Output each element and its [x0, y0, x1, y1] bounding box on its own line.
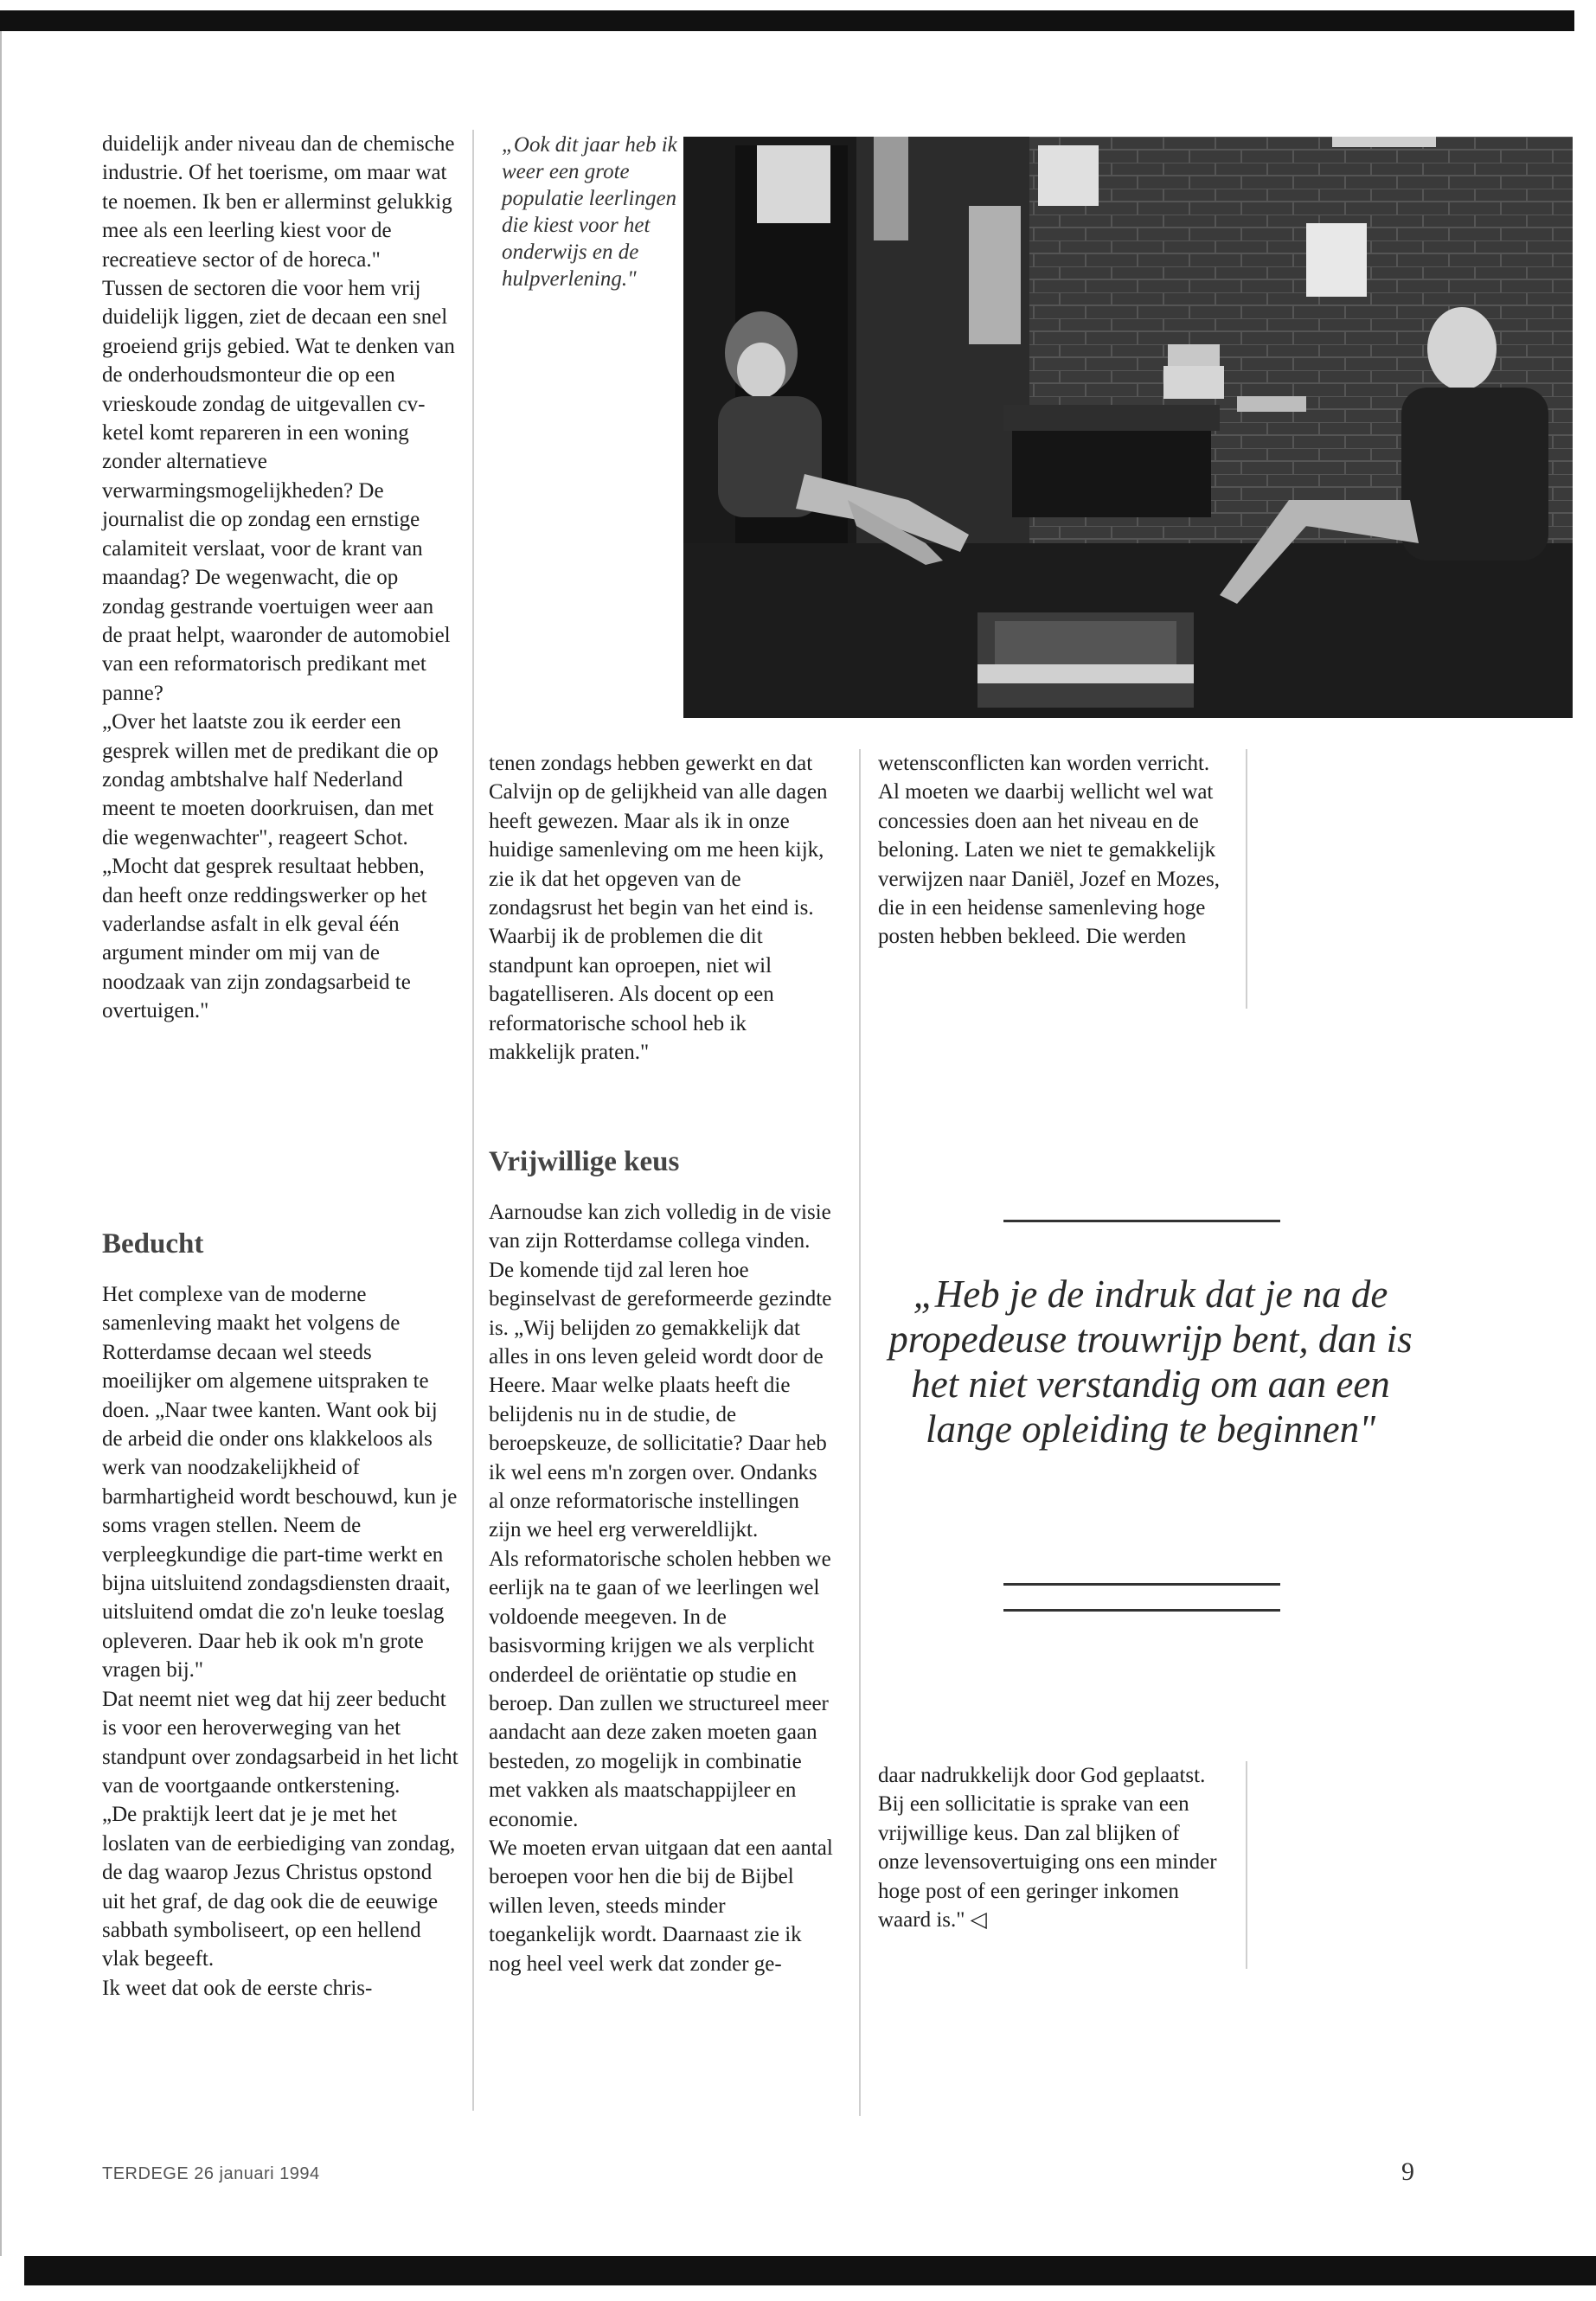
col1-paragraph: Het complexe van de moderne samenleving maakt het volgens de Rotterdamse decaan wel steeds moeilijker om algemene uitspraken te doen. „Naar twee kanten. Want ook bij de arbeid die onder ons klakkeloos als werk van noodzakelijkheid of barmhartigheid wordt beschouwd, kun je soms vragen stellen. Neem de verpleegkundige die part-time werkt en bijna uitsluitend zondagsdiensten draait, uitsluitend omdat die zo'n leuke toeslag opleveren. Daar heb ik ook m'n grote vragen bij." [102, 1283, 458, 1682]
col2-paragraph: Als reformatorische scholen hebben we eerlijk na te gaan of we leerlingen wel voldoende meegeven. In de basisvorming krijgen we als verplicht onderdeel de oriëntatie op studie en beroep. Dan zullen we structureel meer aandacht aan deze zaken moeten gaan besteden, zo mogelijk in combinatie met vakken als maatschappijleer en economie. [489, 1547, 831, 1831]
bottom-black-bar [24, 2256, 1596, 2285]
article-photo [683, 137, 1573, 718]
pullquote-rule [1003, 1583, 1280, 1586]
col3-paragraph: daar nadrukkelijk door God geplaatst. Bij een sollicitatie is sprake van een vrijwillige keus. Dan zal blijken of onze levensovertuiging ons een minder hoge post of een geringer inkomen waard is." ◁ [878, 1764, 1217, 1932]
heading-beducht: Beducht [102, 1228, 204, 1259]
col1-paragraph: Ik weet dat ook de eerste chris- [102, 1976, 373, 2000]
column-rule [859, 749, 861, 2116]
column-3-bottom [878, 1761, 1222, 1934]
footer-publication: TERDEGE 26 januari 1994 [102, 2164, 320, 2183]
column-2-continued [489, 1198, 833, 1978]
pullquote-rule [1003, 1609, 1280, 1612]
pullquote-rule [1003, 1220, 1280, 1222]
col3-paragraph: wetensconflicten kan worden verricht. Al moeten we daarbij wellicht wel wat concessies doen aan het niveau en de beloning. Laten we niet te gemakkelijk verwijzen naar Daniël, Jozef en Mozes, die in een heidense samenleving hoge posten hebben bekleed. Die werden [878, 752, 1220, 949]
column-1-continued [102, 1280, 458, 2003]
top-black-bar [0, 10, 1574, 31]
photo-illustration [683, 137, 1573, 718]
column-1 [102, 130, 458, 1026]
page-number: 9 [1401, 2157, 1414, 2186]
heading-vrijwillige-keus: Vrijwillige keus [489, 1146, 680, 1177]
column-2 [489, 749, 833, 1067]
column-rule [1246, 749, 1247, 1009]
col2-paragraph: We moeten ervan uitgaan dat een aantal beroepen voor hen die bij de Bijbel willen leven, steeds minder toegankelijk wordt. Daarnaast zie ik nog heel veel werk dat zonder ge- [489, 1836, 833, 1976]
col1-paragraph: Tussen de sectoren die voor hem vrij duidelijk liggen, ziet de decaan een snel groeiend grijs gebied. Wat te denken van de onderhoudsmonteur die op een vrieskoude zondag de uitgevallen cv-ketel komt repareren in een woning zonder alternatieve verwarmingsmogelijkheden? De journalist die op zondag een ernstige calamiteit verslaat, voor de krant van maandag? De wegenwacht, die op zondag gestrande voertuigen weer aan de praat helpt, waaronder de automobiel van een reformatorisch predikant met panne? [102, 277, 455, 705]
col1-paragraph: „Over het laatste zou ik eerder een gesprek willen met de predikant die op zondag ambtshalve half Nederland meent te moeten doorkruisen, dan met die wegenwachter", reageert Schot. „Mocht dat gesprek resultaat hebben, dan heeft onze reddingswerker op het vaderlandse asfalt in elk geval één argument minder om mij van de noodzaak van zijn zondagsarbeid te overtuigen." [102, 710, 439, 1023]
col1-paragraph: „De praktijk leert dat je je met het loslaten van de eerbiediging van zondag, de dag waarop Jezus Christus opstond uit het graf, de dag ook die de eeuwige sabbath symboliseert, op een hellend vlak begeeft. [102, 1803, 456, 1971]
col1-paragraph: duidelijk ander niveau dan de chemische industrie. Of het toerisme, om maar wat te noemen. Ik ben er allerminst gelukkig mee als een leerling kiest voor de recreatieve sector of de horeca." [102, 132, 455, 272]
column-rule [472, 130, 474, 2111]
col1-paragraph: Dat neemt niet weg dat hij zeer beducht is voor een heroverweging van het standpunt over zondagsarbeid in het licht van de voortgaande ontkerstening. [102, 1687, 458, 1798]
col2-paragraph: Aarnoudse kan zich volledig in de visie van zijn Rotterdamse collega vinden. De komende tijd zal leren hoe beginselvast de gereformeerde gezindte is. „Wij belijden zo gemakkelijk dat alles in ons leven geleid wordt door de Heere. Maar welke plaats heeft die belijdenis nu in de studie, de beroepskeuze, de sollicitatie? Daar heb ik wel eens m'n zorgen over. Ondanks al onze reformatorische instellingen zijn we heel erg verwereldlijkt. [489, 1201, 832, 1542]
column-3 [878, 749, 1222, 952]
scan-edge [0, 31, 2, 2256]
col2-paragraph: tenen zondags hebben gewerkt en dat Calvijn op de gelijkheid van alle dagen heeft gewezen. Maar als ik in onze huidige samenleving om me heen kijk, zie ik dat het opgeven van de zondagsrust het begin van het eind is. Waarbij ik de problemen die dit standpunt kan oproepen, niet wil bagatelliseren. Als docent op een reformatorische school heb ik makkelijk praten." [489, 752, 828, 1065]
pull-quote: „Heb je de indruk dat je na de propedeuse trouwrijp bent, dan is het niet verstandig om aan een lange opleiding te beginnen" [888, 1272, 1413, 1451]
small-quote: „Ook dit jaar heb ik weer een grote populatie leerlingen die kiest voor het onderwijs en de hulpverlening." [502, 133, 677, 291]
column-rule [1246, 1761, 1247, 1969]
